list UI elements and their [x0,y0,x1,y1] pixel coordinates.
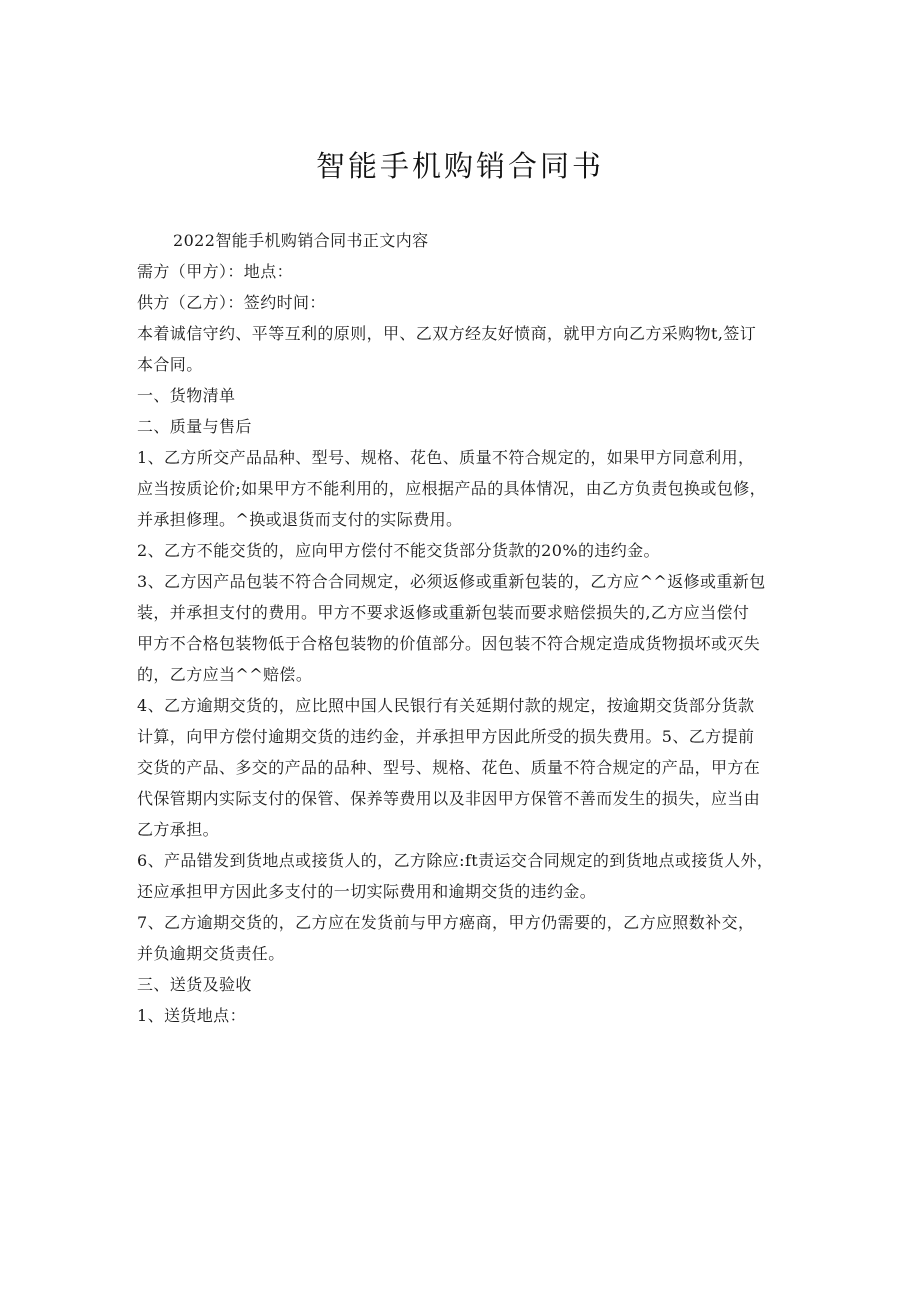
paragraph-line: 1、送货地点： [137,1006,246,1025]
subtitle-line: 2022智能手机购销合同书正文内容 [173,231,429,250]
paragraph-line: 的，乙方应当^^赔偿。 [137,665,313,684]
paragraph-line: 4、乙方逾期交货的，应比照中国人民银行有关延期付款的规定，按逾期交货部分货款 [137,696,755,715]
paragraph-line: 甲方不合格包装物低于合格包装物的价值部分。因包装不符合规定造成货物损坏或灭失 [137,634,761,653]
paragraph-line: 1、乙方所交产品品种、型号、规格、花色、质量不符合规定的，如果甲方同意利用， [137,448,755,467]
paragraph-line: 并负逾期交货责任。 [137,944,285,963]
paragraph-line: 计算，向甲方偿付逾期交货的违约金，并承担甲方因此所受的损失费用。5、乙方提前 [137,727,755,746]
paragraph-line: 6、产品错发到货地点或接货人的，乙方除应:ft责运交合同规定的到货地点或接货人外， [137,851,774,870]
supplier-line: 供方（乙方）：签约时间： [137,293,326,312]
paragraph-line: 乙方承担。 [137,820,220,839]
document-body [137,225,799,1031]
paragraph-line: 7、乙方逾期交货的，乙方应在发货前与甲方癌商，甲方仍需要的，乙方应照数补交， [137,913,755,932]
section-heading-goods-list: 一、货物清单 [137,386,236,405]
paragraph-line: 3、乙方因产品包装不符合合同规定，必须返修或重新包装的，乙方应^^返修或重新包 [137,572,766,591]
section-heading-delivery: 三、送货及验收 [137,975,252,994]
paragraph-line: 本着诚信守约、平等互利的原则，甲、乙双方经友好愤商，就甲方向乙方采购物t,签订 [137,324,757,343]
section-heading-quality: 二、质量与售后 [137,417,252,436]
buyer-line: 需方（甲方）：地点： [137,262,294,281]
paragraph-line: 还应承担甲方因此多支付的一切实际费用和逾期交货的违约金。 [137,882,597,901]
paragraph-line: 交货的产品、多交的产品的品种、型号、规格、花色、质量不符合规定的产品，甲方在 [137,758,761,777]
paragraph-line: 装，并承担支付的费用。甲方不要求返修或重新包装而要求赔偿损失的,乙方应当偿付 [137,603,750,622]
paragraph-line: 代保管期内实际支付的保管、保养等费用以及非因甲方保管不善而发生的损失，应当由 [137,789,761,808]
document-title: 智能手机购销合同书 [315,149,604,183]
paragraph-line: 应当按质论价;如果甲方不能利用的，应根据产品的具体情况，由乙方负责包换或包修， [137,479,766,498]
paragraph-line: 2、乙方不能交货的，应向甲方偿付不能交货部分货款的20%的违约金。 [137,541,660,560]
paragraph-line: 并承担修理。^换或退货而支付的实际费用。 [137,510,463,529]
paragraph-line: 本合同。 [137,355,203,374]
